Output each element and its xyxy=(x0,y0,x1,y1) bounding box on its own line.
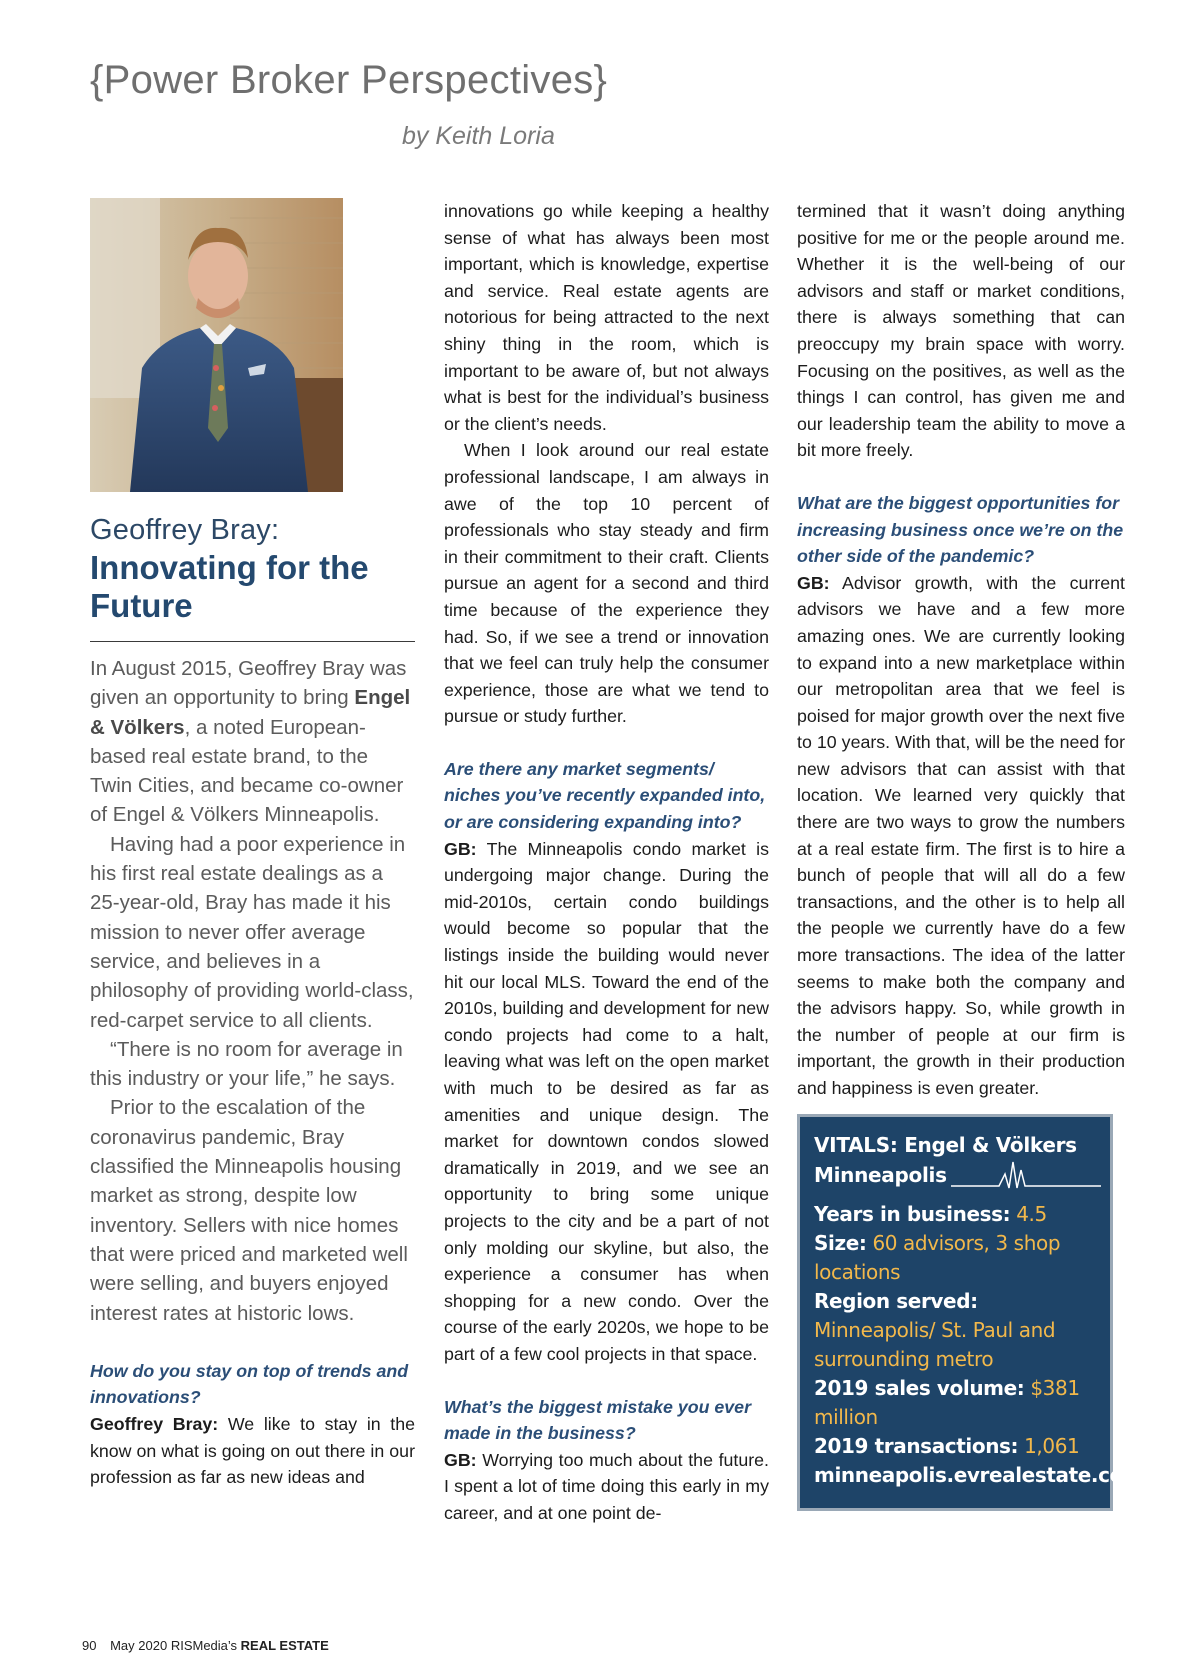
vitals-size-value: 60 advisors, 3 shop locations xyxy=(814,1230,1061,1284)
vitals-years xyxy=(814,1200,1096,1229)
vitals-size-label: Size: xyxy=(814,1230,867,1255)
answer-1-start xyxy=(90,1411,415,1491)
publication-prefix: RISMedia’s xyxy=(170,1638,238,1653)
vitals-transactions-value: 1,061 xyxy=(1024,1433,1080,1458)
byline: by Keith Loria xyxy=(402,122,555,150)
page-number: 90 xyxy=(82,1638,97,1653)
answer-3-text: Worrying too much about the future. I spent a lot of time doing this early in my career, and at one point de- xyxy=(444,1449,769,1523)
vitals-region-label: Region served: xyxy=(814,1288,978,1313)
feature-headline: Innovating for the Future xyxy=(90,549,369,624)
intro-paragraph-3: “There is no room for average in this industry or your life,” he says. xyxy=(90,1037,403,1091)
vitals-title: VITALS: Engel & Völkers xyxy=(814,1132,1077,1157)
vitals-years-label: Years in business: xyxy=(814,1201,1011,1226)
feature-kicker: Geoffrey Bray: xyxy=(90,514,280,546)
middle-column xyxy=(444,198,769,1527)
vitals-region xyxy=(814,1287,1096,1374)
answer-1-text: We like to stay in the know on what is going on out there in our profession as far as new ideas and xyxy=(90,1414,416,1488)
page-footer xyxy=(82,1638,329,1653)
vitals-sales-label: 2019 sales volume: xyxy=(814,1375,1025,1400)
interview-left xyxy=(90,1358,415,1491)
vitals-box xyxy=(797,1114,1144,1511)
vitals-transactions-label: 2019 transactions: xyxy=(814,1433,1019,1458)
speaker-label: GB: xyxy=(444,838,477,859)
answer-1-paragraph-2: When I look around our real estate professional landscape, I am always in awe of the top 10 percent of professionals who stay steady and firm in their commitment to their craft. Clients pursue an agent for a second and third time because of the experience they had. So, if we see a trend or innovation that we feel can truly help the consumer experience, those are what we tend to pursue or study further. xyxy=(444,440,769,727)
answer-4-text: Advisor growth, with the current advisors we have and a few more amazing ones. We are currently looking to expand into a new marketplace within our metropolitan area that we feel is poised for major growth over the next five to 10 years. With that, will be the need for new advisors that can assist with that location. We learned very quickly that there are two ways to grow the numbers at a real estate firm. The first is to hire a bunch of people that will all do a few transactions, and the other is to help all the people we currently have do a few more transactions. The idea of the latter seems to make both the company and the advisors happy. So, while growth in the number of people at our firm is important, the growth in their production and happiness is even greater. xyxy=(797,572,1125,1098)
speaker-label: Geoffrey Bray: xyxy=(90,1414,219,1435)
vitals-years-value: 4.5 xyxy=(1016,1201,1047,1226)
vitals-transactions xyxy=(814,1432,1096,1461)
intro-text xyxy=(90,654,415,1328)
answer-2-text: The Minneapolis condo market is undergoing major change. During the mid-2010s, certain condo buildings would become so popular that the listings inside the building would never hit our local MLS. Toward the end of the 2010s, building and development for new condo projects had come to a halt, leaving what was left on the open market with much to be desired as far as amenities and unique design. The market for downtown condos slowed dramatically in 2019, and we see an opportunity to bring some unique projects to the city and be a part of not only molding our skyline, but also, the experience a consumer has when shopping for a new condo. Over the course of the early 2020s, we hope to be part of a few cool projects in that space. xyxy=(444,838,769,1364)
intro-paragraph-1 xyxy=(90,654,415,830)
brand-name: Engel & Völkers xyxy=(90,686,411,739)
answer-3-continued: termined that it wasn’t doing anything positive for me or the people around me. Whether it is the well-being of our advisors and staff or market conditions, there is always something that can preoccupy my brain space with worry. Focusing on the positives, as well as the things I can control, has given me and our leadership team the ability to move a bit more freely. xyxy=(797,201,1125,461)
answer-2 xyxy=(444,836,769,1368)
vitals-title-city: Minneapolis xyxy=(814,1162,947,1187)
answer-1-continued: innovations go while keeping a healthy sense of what has always been most important, which is knowledge, expertise and service. Real estate agents are notorious for being attracted to the next shiny thing in the room, which is important to be aware of, but not always what is best for the individual’s business or the client’s needs. xyxy=(444,201,769,434)
heartbeat-line-icon xyxy=(951,1160,1101,1190)
intro-paragraph-2: Having had a poor experience in his first real estate dealings as a 25-year-old, Bray has made it his mission to never offer average service, and believes in a philosophy of providing world-class, red-carpet service to all clients. xyxy=(90,832,414,1032)
intro-p1-end: , a noted European-based real estate brand, to the Twin Cities, and became co-owner of Engel & Völkers Minneapolis. xyxy=(90,715,404,827)
publication-name: REAL ESTATE xyxy=(240,1638,329,1653)
question-4: What are the biggest opportunities for increasing business once we’re on the other side of the pandemic? xyxy=(797,492,1124,567)
vitals-website-link[interactable]: minneapolis.evrealestate.com xyxy=(814,1462,1144,1487)
vitals-size xyxy=(814,1229,1096,1287)
question-2: Are there any market segments/ niches you’ve recently expanded into, or are considering expanding into? xyxy=(444,758,766,833)
left-column xyxy=(90,198,415,1491)
issue-date: May 2020 xyxy=(110,1638,168,1653)
answer-4 xyxy=(797,570,1125,1102)
section-title: {Power Broker Perspectives} xyxy=(90,58,608,102)
right-column xyxy=(797,198,1144,1511)
speaker-label: GB: xyxy=(797,572,830,593)
headline-divider xyxy=(90,641,415,642)
intro-paragraph-4: Prior to the escalation of the coronavirus pandemic, Bray classified the Minneapolis housing market as strong, despite low inventory. Sellers with nice homes that were priced and marketed well were selling, and buyers enjoyed interest rates at historic lows. xyxy=(90,1096,408,1325)
portrait-photo-icon xyxy=(90,198,343,492)
question-1: How do you stay on top of trends and innovations? xyxy=(90,1360,409,1408)
speaker-label: GB: xyxy=(444,1449,477,1470)
vitals-region-value: Minneapolis/ St. Paul and surrounding metro xyxy=(814,1317,1056,1371)
portrait-photo xyxy=(90,198,343,492)
vitals-sales xyxy=(814,1374,1096,1432)
intro-p1-start: In August 2015, Geoffrey Bray was given an opportunity to bring xyxy=(90,657,407,710)
answer-3-start xyxy=(444,1447,769,1527)
vitals-sales-value: $381 million xyxy=(814,1375,1080,1429)
question-3: What’s the biggest mistake you ever made in the business? xyxy=(444,1396,751,1444)
